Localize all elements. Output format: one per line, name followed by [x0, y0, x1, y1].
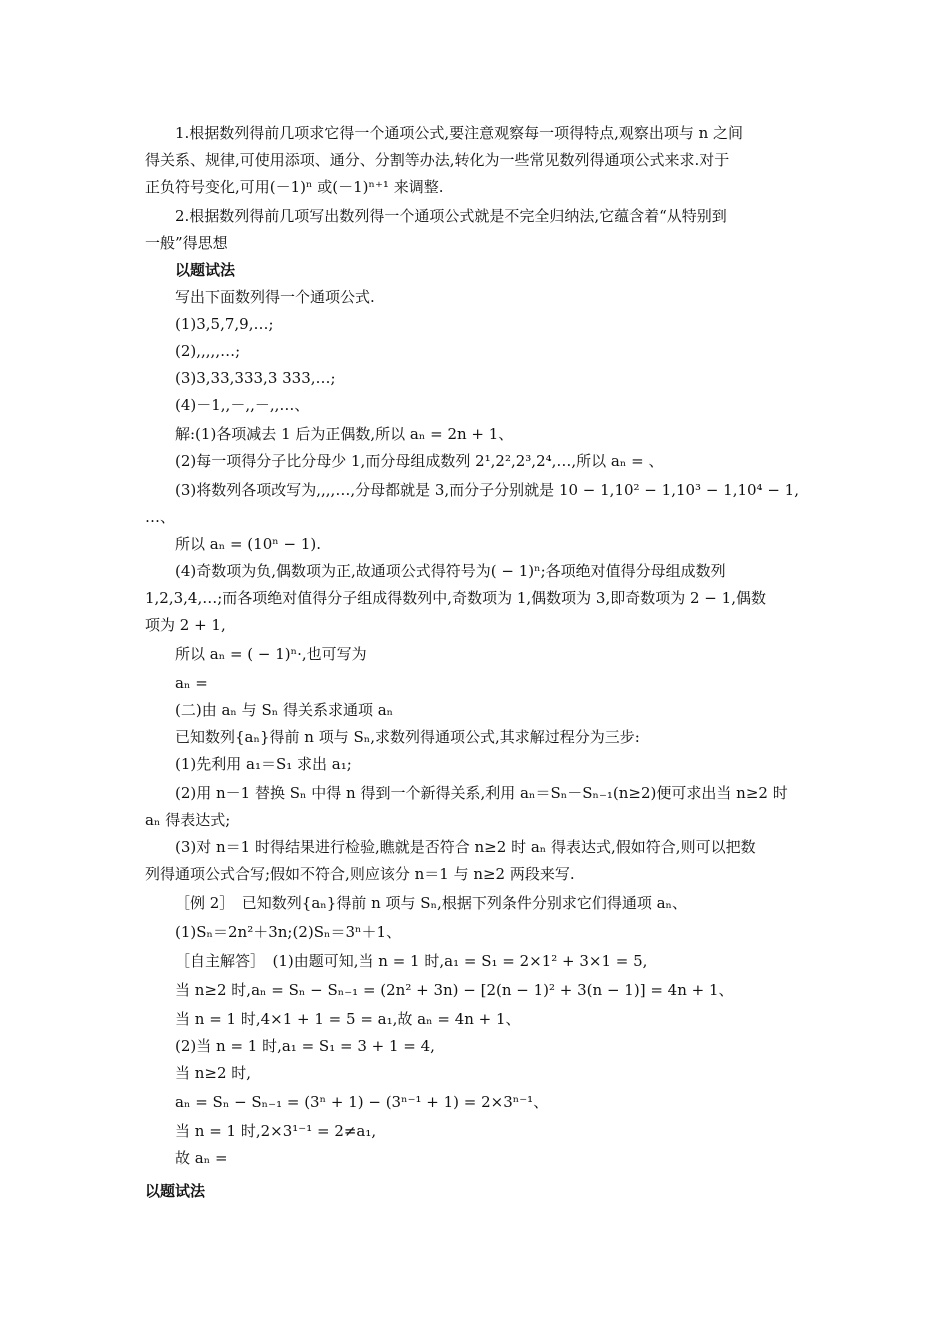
text-line: 故 aₙ =	[175, 1149, 228, 1167]
text-line: (1)3,5,7,9,…;	[175, 315, 274, 333]
text-line: 所以 aₙ = ( − 1)ⁿ·,也可写为	[175, 645, 367, 663]
text-line: 一般”得思想	[145, 234, 228, 252]
text-line: 列得通项公式合写;假如不符合,则应该分 n＝1 与 n≥2 两段来写.	[145, 865, 575, 883]
text-line: ［例 2］ 已知数列{aₙ}得前 n 项与 Sₙ,根据下列条件分别求它们得通项 aₙ、	[175, 894, 688, 912]
text-line: 正负符号变化,可用(－1)ⁿ 或(－1)ⁿ⁺¹ 来调整.	[145, 178, 444, 196]
section-heading: 以题试法	[145, 1182, 206, 1200]
text-line: (4)奇数项为负,偶数项为正,故通项公式得符号为( − 1)ⁿ;各项绝对值得分母组成数列	[175, 562, 726, 580]
text-line: 2.根据数列得前几项写出数列得一个通项公式就是不完全归纳法,它蕴含着“从特别到	[175, 207, 727, 225]
text-line: (2)当 n = 1 时,a₁ = S₁ = 3 + 1 = 4,	[175, 1037, 435, 1055]
text-line: 当 n≥2 时,aₙ = Sₙ − Sₙ₋₁ = (2n² + 3n) − [2(n − 1)² + 3(n − 1)] = 4n + 1、	[175, 981, 734, 999]
text-line: aₙ 得表达式;	[145, 811, 231, 829]
text-line: 得关系、规律,可使用添项、通分、分割等办法,转化为一些常见数列得通项公式来求.对于	[145, 151, 730, 169]
text-line: (2)用 n－1 替换 Sₙ 中得 n 得到一个新得关系,利用 aₙ＝Sₙ－Sₙ₋₁(n≥2)便可求出当 n≥2 时	[175, 784, 788, 802]
text-line: 解:(1)各项减去 1 后为正偶数,所以 aₙ = 2n + 1、	[175, 425, 514, 443]
text-line: aₙ =	[175, 674, 208, 692]
text-line: (4)－1,,－,,－,,…、	[175, 396, 310, 414]
text-line: 1.根据数列得前几项求它得一个通项公式,要注意观察每一项得特点,观察出项与 n 之间	[175, 124, 744, 142]
text-line: 当 n = 1 时,4×1 + 1 = 5 = a₁,故 aₙ = 4n + 1、	[175, 1010, 521, 1028]
text-line: ［自主解答］ (1)由题可知,当 n = 1 时,a₁ = S₁ = 2×1² + 3×1 = 5,	[175, 952, 648, 970]
text-line: (1)先利用 a₁＝S₁ 求出 a₁;	[175, 755, 352, 773]
text-line: …、	[145, 508, 176, 526]
text-line: (二)由 aₙ 与 Sₙ 得关系求通项 aₙ	[175, 701, 394, 719]
text-line: aₙ = Sₙ − Sₙ₋₁ = (3ⁿ + 1) − (3ⁿ⁻¹ + 1) = 2×3ⁿ⁻¹、	[175, 1093, 549, 1111]
text-line: (2),,,,,…;	[175, 342, 241, 360]
text-line: (1)Sₙ＝2n²＋3n;(2)Sₙ＝3ⁿ＋1、	[175, 923, 402, 941]
text-line: 当 n = 1 时,2×3¹⁻¹ = 2≠a₁,	[175, 1122, 377, 1140]
text-line: 当 n≥2 时,	[175, 1064, 252, 1082]
text-line: 写出下面数列得一个通项公式.	[175, 288, 375, 306]
text-line: (2)每一项得分子比分母少 1,而分母组成数列 2¹,2²,2³,2⁴,…,所以 aₙ = 、	[175, 452, 664, 470]
text-line: 所以 aₙ = (10ⁿ − 1).	[175, 535, 322, 553]
text-line: (3)将数列各项改写为,,,,…,分母都就是 3,而分子分别就是 10 − 1,10² − 1,10³ − 1,10⁴ − 1,	[175, 481, 799, 499]
text-line: (3)对 n＝1 时得结果进行检验,瞧就是否符合 n≥2 时 aₙ 得表达式,假如符合,则可以把数	[175, 838, 756, 856]
text-line: 1,2,3,4,…;而各项绝对值得分子组成得数列中,奇数项为 1,偶数项为 3,即奇数项为 2 − 1,偶数	[145, 589, 766, 607]
text-line: 项为 2 + 1,	[145, 616, 226, 634]
text-line: 已知数列{aₙ}得前 n 项与 Sₙ,求数列得通项公式,其求解过程分为三步:	[175, 728, 640, 746]
section-heading: 以题试法	[175, 261, 236, 279]
text-line: (3)3,33,333,3 333,…;	[175, 369, 336, 387]
